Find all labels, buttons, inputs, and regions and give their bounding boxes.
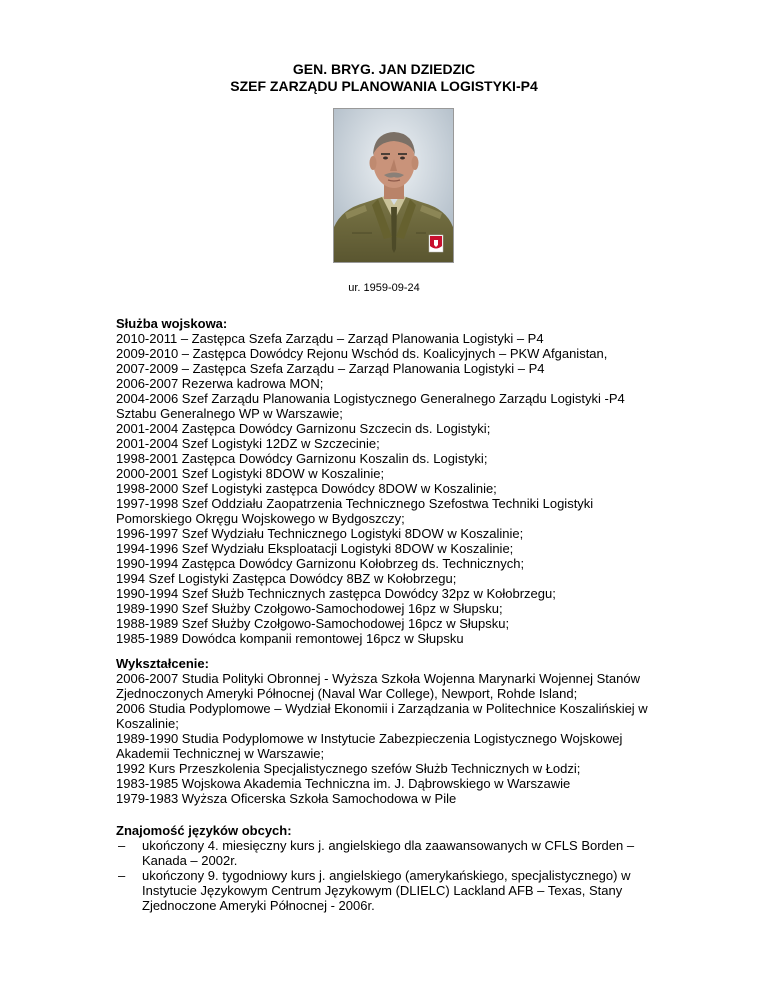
service-line: 2001-2004 Szef Logistyki 12DZ w Szczecinie; — [116, 436, 380, 451]
service-heading: Służba wojskowa: — [116, 316, 228, 331]
language-line: ukończony 9. tygodniowy kurs j. angielskiego (amerykańskiego, specjalistycznego) w — [142, 868, 631, 883]
language-item — [116, 868, 656, 913]
service-line: 1990-1994 Szef Służb Technicznych zastępca Dowódcy 32pz w Kołobrzegu; — [116, 586, 556, 601]
birth-date: ur. 1959-09-24 — [348, 282, 420, 294]
education-line: Koszalinie; — [116, 716, 179, 731]
person-name: GEN. BRYG. JAN DZIEDZIC — [292, 61, 476, 77]
education-line: Zjednoczonych Ameryki Północnej (Naval War College), Newport, Rohde Island; — [116, 686, 578, 701]
language-line: Kanada – 2002r. — [142, 853, 238, 868]
portrait-photo — [333, 108, 454, 263]
service-line: 1998-2000 Szef Logistyki zastępca Dowódcy 8DOW w Koszalinie; — [116, 481, 497, 496]
education-line: 1983-1985 Wojskowa Akademia Techniczna im. J. Dąbrowskiego w Warszawie — [116, 776, 571, 791]
person-position: SZEF ZARZĄDU PLANOWANIA LOGISTYKI-P4 — [230, 78, 538, 94]
education-line: 1989-1990 Studia Podyplomowe w Instytucie Zabezpieczenia Logistycznego Wojskowej — [116, 731, 623, 746]
service-line: 1989-1990 Szef Służby Czołgowo-Samochodowej 16pz w Słupsku; — [116, 601, 503, 616]
service-line: 2000-2001 Szef Logistyki 8DOW w Koszalinie; — [116, 466, 385, 481]
language-item — [116, 838, 656, 868]
service-section — [116, 316, 656, 646]
service-line: 2004-2006 Szef Zarządu Planowania Logistycznego Generalnego Zarządu Logistyki -P4 — [116, 391, 625, 406]
languages-heading: Znajomość języków obcych: — [116, 823, 292, 838]
service-list — [116, 331, 656, 646]
service-line: 2001-2004 Zastępca Dowódcy Garnizonu Szczecin ds. Logistyki; — [116, 421, 491, 436]
service-line: 2007-2009 – Zastępca Szefa Zarządu – Zarząd Planowania Logistyki – P4 — [116, 361, 545, 376]
language-line: ukończony 4. miesięczny kurs j. angielskiego dla zaawansowanych w CFLS Borden – — [142, 838, 635, 853]
service-line: 1994-1996 Szef Wydziału Eksploatacji Logistyki 8DOW w Koszalinie; — [116, 541, 514, 556]
education-line: 2006 Studia Podyplomowe – Wydział Ekonomii i Zarządzania w Politechnice Koszalińskiej w — [116, 701, 648, 716]
education-heading: Wykształcenie: — [116, 656, 209, 671]
service-line: 1997-1998 Szef Oddziału Zaopatrzenia Technicznego Szefostwa Techniki Logistyki — [116, 496, 594, 511]
service-line: 2006-2007 Rezerwa kadrowa MON; — [116, 376, 324, 391]
dash-bullet: – — [118, 838, 126, 853]
service-line: Sztabu Generalnego WP w Warszawie; — [116, 406, 343, 421]
service-line: 1996-1997 Szef Wydziału Technicznego Logistyki 8DOW w Koszalinie; — [116, 526, 524, 541]
education-line: Akademii Technicznej w Warszawie; — [116, 746, 325, 761]
languages-section — [116, 823, 656, 913]
education-section — [116, 656, 656, 806]
service-line: 1990-1994 Zastępca Dowódcy Garnizonu Kołobrzeg ds. Technicznych; — [116, 556, 525, 571]
languages-list — [116, 838, 656, 913]
education-line: 1979-1983 Wyższa Oficerska Szkoła Samochodowa w Pile — [116, 791, 457, 806]
service-line: 2009-2010 – Zastępca Dowódcy Rejonu Wschód ds. Koalicyjnych – PKW Afganistan, — [116, 346, 608, 361]
portrait-illustration — [334, 109, 453, 262]
service-line: 2010-2011 – Zastępca Szefa Zarządu – Zarząd Planowania Logistyki – P4 — [116, 331, 544, 346]
service-line: 1994 Szef Logistyki Zastępca Dowódcy 8BZ w Kołobrzegu; — [116, 571, 457, 586]
service-line: 1998-2001 Zastępca Dowódcy Garnizonu Koszalin ds. Logistyki; — [116, 451, 488, 466]
service-line: 1985-1989 Dowódca kompanii remontowej 16pcz w Słupsku — [116, 631, 464, 646]
service-line: 1988-1989 Szef Służby Czołgowo-Samochodowej 16pcz w Słupsku; — [116, 616, 510, 631]
education-line: 1992 Kurs Przeszkolenia Specjalistycznego szefów Służb Technicznych w Łodzi; — [116, 761, 581, 776]
language-line: Zjednoczone Ameryki Północnej - 2006r. — [142, 898, 375, 913]
service-line: Pomorskiego Okręgu Wojskowego w Bydgoszczy; — [116, 511, 405, 526]
dash-bullet: – — [118, 868, 126, 883]
language-line: Instytucie Językowym Centrum Językowym (DLIELC) Lackland AFB – Texas, Stany — [142, 883, 623, 898]
education-line: 2006-2007 Studia Polityki Obronnej - Wyższa Szkoła Wojenna Marynarki Wojennej Stanów — [116, 671, 640, 686]
education-list — [116, 671, 656, 806]
